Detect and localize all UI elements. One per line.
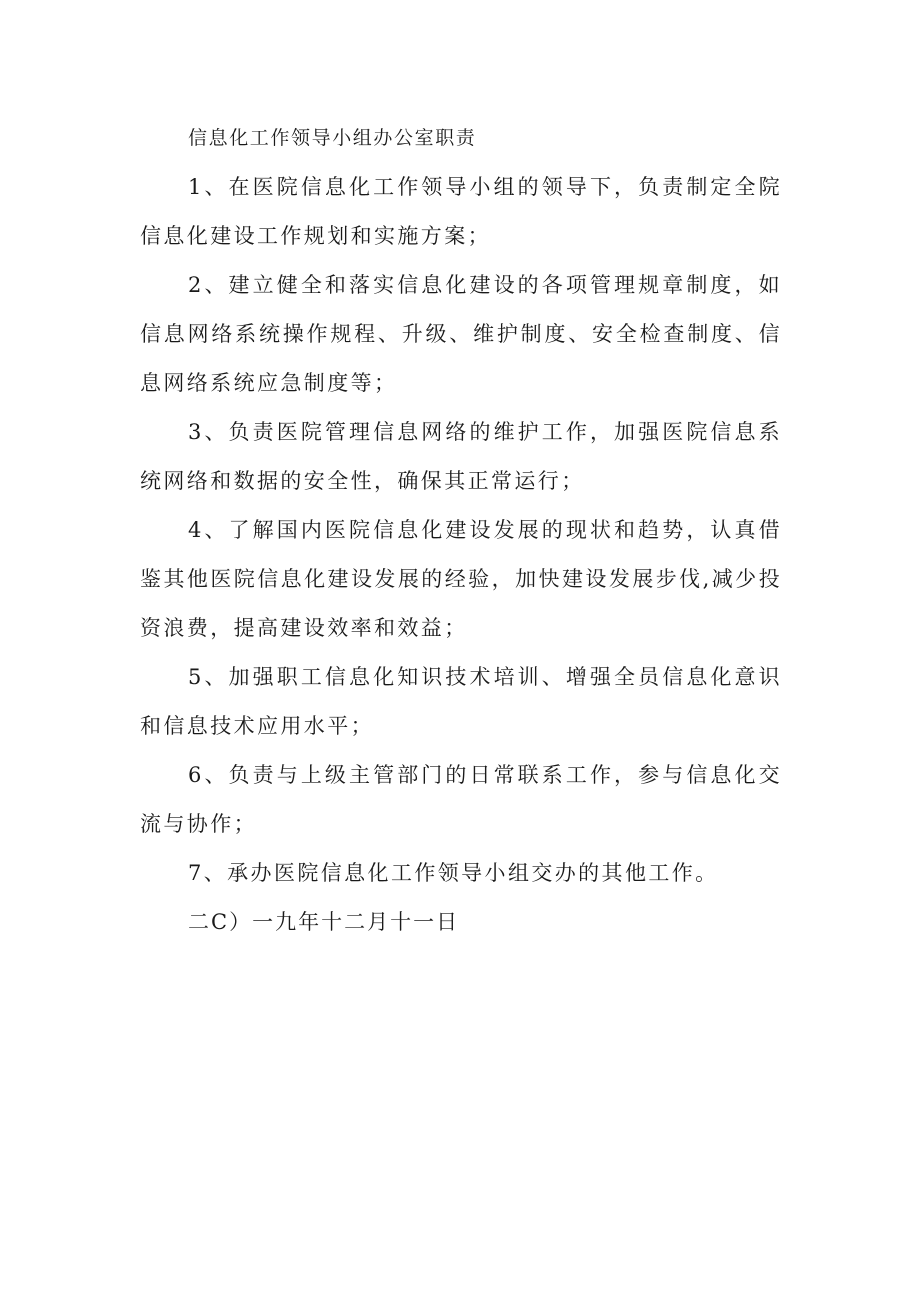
duty-item-7: 7、承办医院信息化工作领导小组交办的其他工作。 <box>188 861 719 885</box>
duty-item-5: 5、加强职工信息化知识技术培训、增强全员信息化意识和信息技术应用水平； <box>140 665 782 738</box>
document-title: 信息化工作领导小组办公室职责 <box>188 127 477 149</box>
duty-item-6: 6、负责与上级主管部门的日常联系工作，参与信息化交流与协作； <box>140 763 782 836</box>
duty-item-4: 4、了解国内医院信息化建设发展的现状和趋势，认真借鉴其他医院信息化建设发展的经验，加快建设发展步伐,减少投资浪费，提高建设效率和效益； <box>140 518 782 640</box>
duty-item-3: 3、负责医院管理信息网络的维护工作，加强医院信息系统网络和数据的安全性，确保其正常运行； <box>140 420 782 493</box>
duty-item-1: 1、在医院信息化工作领导小组的领导下，负责制定全院信息化建设工作规划和实施方案； <box>140 175 782 248</box>
document-date: 二C）一九年十二月十一日 <box>188 910 460 934</box>
document-body <box>140 114 782 947</box>
duty-item-2: 2、建立健全和落实信息化建设的各项管理规章制度，如信息网络系统操作规程、升级、维护制度、安全检查制度、信息网络系统应急制度等； <box>140 273 782 395</box>
